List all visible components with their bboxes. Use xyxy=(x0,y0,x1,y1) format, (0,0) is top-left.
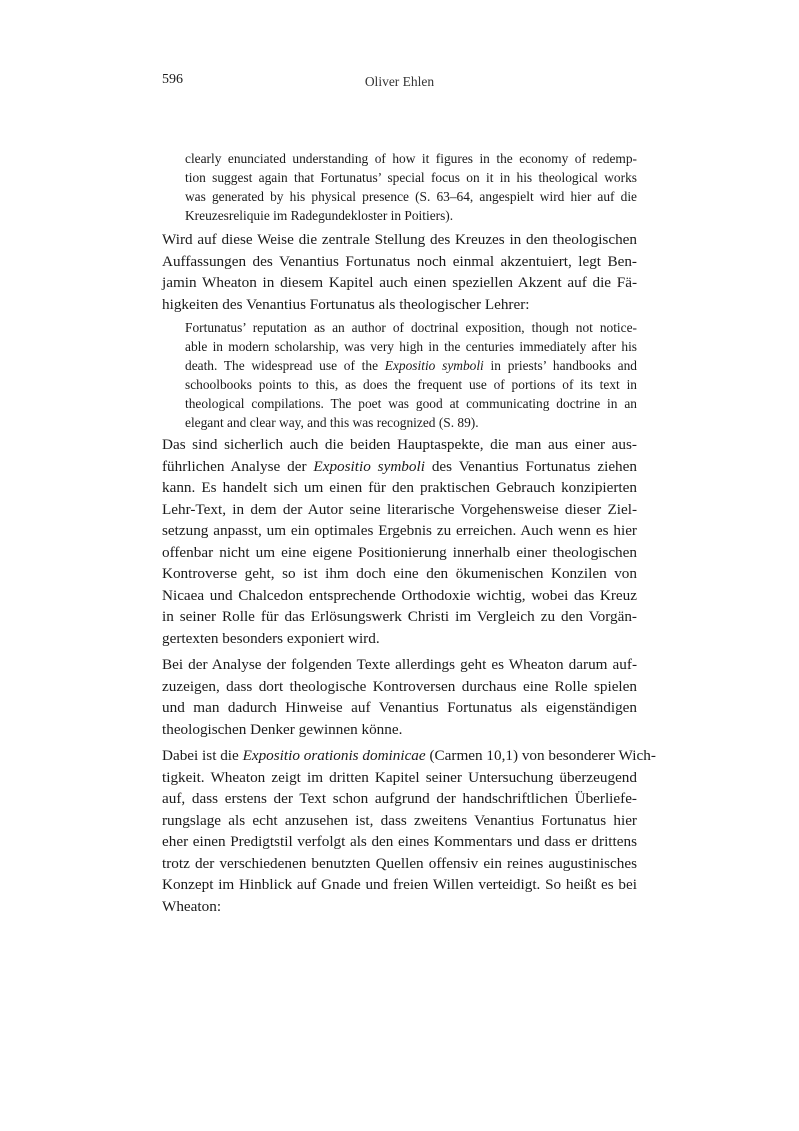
text-line xyxy=(162,654,637,676)
text-line xyxy=(162,272,637,294)
text-segment: setzung anpasst, um ein optimales Ergebnis zu erreichen. Auch wenn es hier xyxy=(162,522,637,539)
text-line xyxy=(185,318,637,337)
text-line xyxy=(162,628,637,650)
text-segment: Das sind sicherlich auch die beiden Hauptaspekte, die man aus einer aus- xyxy=(162,436,637,453)
text-segment: Konzept im Hinblick auf Gnade und freien Willen verteidigt. So heißt es bei xyxy=(162,876,637,893)
text-segment: theologischen Denker gewinnen könne. xyxy=(162,720,403,738)
text-line xyxy=(162,831,637,853)
text-segment: zuzeigen, dass dort theologische Kontroversen durchaus eine Rolle spielen xyxy=(162,677,637,695)
text-segment: Lehr-Text, in dem der Autor seine literarische Vorgehensweise dieser Ziel- xyxy=(162,500,637,518)
text-line xyxy=(162,719,637,741)
text-segment: jamin Wheaton in diesem Kapitel auch einen speziellen Akzent auf die Fä- xyxy=(162,274,637,291)
text-line xyxy=(162,697,637,719)
text-segment: auf, dass erstens der Text schon aufgrund der handschriftlichen Überliefe- xyxy=(162,790,637,807)
text-segment: Wheaton: xyxy=(162,897,222,915)
text-segment: kann. Es handelt sich um einen für den praktischen Gebrauch konzipierten xyxy=(162,479,637,496)
text-line xyxy=(185,375,637,394)
text-line xyxy=(162,676,637,698)
page-number: 596 xyxy=(162,72,183,87)
italic-title: Expositio symboli xyxy=(313,457,425,475)
text-line xyxy=(185,168,637,187)
italic-title: Expositio symboli xyxy=(384,358,484,374)
text-segment: eher einen Predigtstil verfolgt als den eines Kommentars und dass er drittens xyxy=(162,833,637,850)
text-line xyxy=(162,874,637,896)
text-line xyxy=(162,229,637,251)
text-line xyxy=(162,788,637,810)
text-line xyxy=(162,810,637,832)
text-segment: des Venantius Fortunatus ziehen xyxy=(424,457,637,475)
text-line xyxy=(162,853,637,875)
text-line xyxy=(162,896,637,918)
text-segment: führlichen Analyse der xyxy=(162,457,314,475)
block-quote xyxy=(185,318,637,433)
text-segment: theological compilations. The poet was good at communicating doctrine in an xyxy=(185,396,637,412)
paragraph xyxy=(162,745,656,917)
text-segment: Kreuzesreliquie im Radegundekloster in Poitiers). xyxy=(185,208,454,224)
text-segment: in seiner Rolle für das Erlösungswerk Christi im Vergleich zu den Vorgän- xyxy=(162,608,637,625)
text-line xyxy=(162,294,637,316)
text-line xyxy=(162,585,637,607)
text-line xyxy=(162,520,637,542)
text-line xyxy=(185,337,637,356)
text-segment: Bei der Analyse der folgenden Texte allerdings geht es Wheaton darum auf- xyxy=(162,656,637,673)
text-line xyxy=(162,434,637,456)
text-segment: able in modern scholarship, was very high in the centuries immediately after his xyxy=(185,339,637,355)
text-segment: Wird auf diese Weise die zentrale Stellung des Kreuzes in den theologischen xyxy=(162,231,637,248)
text-line xyxy=(162,767,637,789)
text-segment: Kontroverse geht, so ist ihm doch eine den ökumenischen Konzilen von xyxy=(162,565,637,582)
text-segment: higkeiten des Venantius Fortunatus als theologischer Lehrer: xyxy=(162,295,530,313)
text-line xyxy=(162,251,637,273)
text-segment: offenbar nicht um eine eigene Positionierung innerhalb einer theologischen xyxy=(162,543,637,561)
text-line xyxy=(185,149,637,168)
text-line xyxy=(185,187,637,206)
italic-title: Expositio orationis dominicae xyxy=(242,747,426,764)
text-segment: death. The widespread use of the xyxy=(185,358,385,374)
text-line xyxy=(162,542,637,564)
text-segment: tigkeit. Wheaton zeigt im dritten Kapitel seiner Untersuchung überzeugend xyxy=(162,768,637,786)
text-segment: und man dadurch Hinweise auf Venantius Fortunatus als eigenständigen xyxy=(162,699,637,716)
text-line xyxy=(162,456,637,478)
text-line xyxy=(162,477,637,499)
text-line xyxy=(185,394,637,413)
text-line xyxy=(185,206,637,225)
text-segment: gertexten besonders exponiert wird. xyxy=(162,629,380,647)
text-line xyxy=(162,563,637,585)
paragraph xyxy=(162,229,637,315)
text-segment: Nicaea und Chalcedon entsprechende Orthodoxie wichtig, wobei das Kreuz xyxy=(162,586,637,604)
paragraph xyxy=(162,434,637,649)
text-segment: Auffassungen des Venantius Fortunatus noch einmal akzentuiert, legt Ben- xyxy=(162,252,637,270)
text-segment: elegant and clear way, and this was recognized (S. 89). xyxy=(185,415,479,431)
text-segment: schoolbooks points to this, as does the frequent use of portions of its text in xyxy=(185,377,637,393)
text-segment: trotz der verschiedenen benutzten Quellen offensiv ein reines augustinisches xyxy=(162,854,637,872)
running-head: Oliver Ehlen xyxy=(364,74,435,89)
block-quote xyxy=(185,149,637,225)
text-line xyxy=(185,413,637,432)
text-line xyxy=(162,745,656,767)
text-segment: Dabei ist die xyxy=(162,747,243,764)
text-segment: in priests’ handbooks and xyxy=(483,358,637,374)
text-line xyxy=(162,606,637,628)
text-segment: tion suggest again that Fortunatus’ special focus on it in his theological works xyxy=(185,170,637,186)
text-segment: rungslage als echt anzusehen ist, dass zweitens Venantius Fortunatus hier xyxy=(162,811,637,829)
text-segment: was generated by his physical presence (S. 63–64, angespielt wird hier auf die xyxy=(185,189,637,205)
text-segment: Fortunatus’ reputation as an author of doctrinal exposition, though not notice- xyxy=(185,320,637,335)
text-segment: (Carmen 10,1) von besonderer Wich- xyxy=(425,747,656,764)
text-segment: clearly enunciated understanding of how it figures in the economy of redemp- xyxy=(185,151,637,166)
text-line xyxy=(185,356,637,375)
text-line xyxy=(162,499,637,521)
paragraph xyxy=(162,654,637,740)
